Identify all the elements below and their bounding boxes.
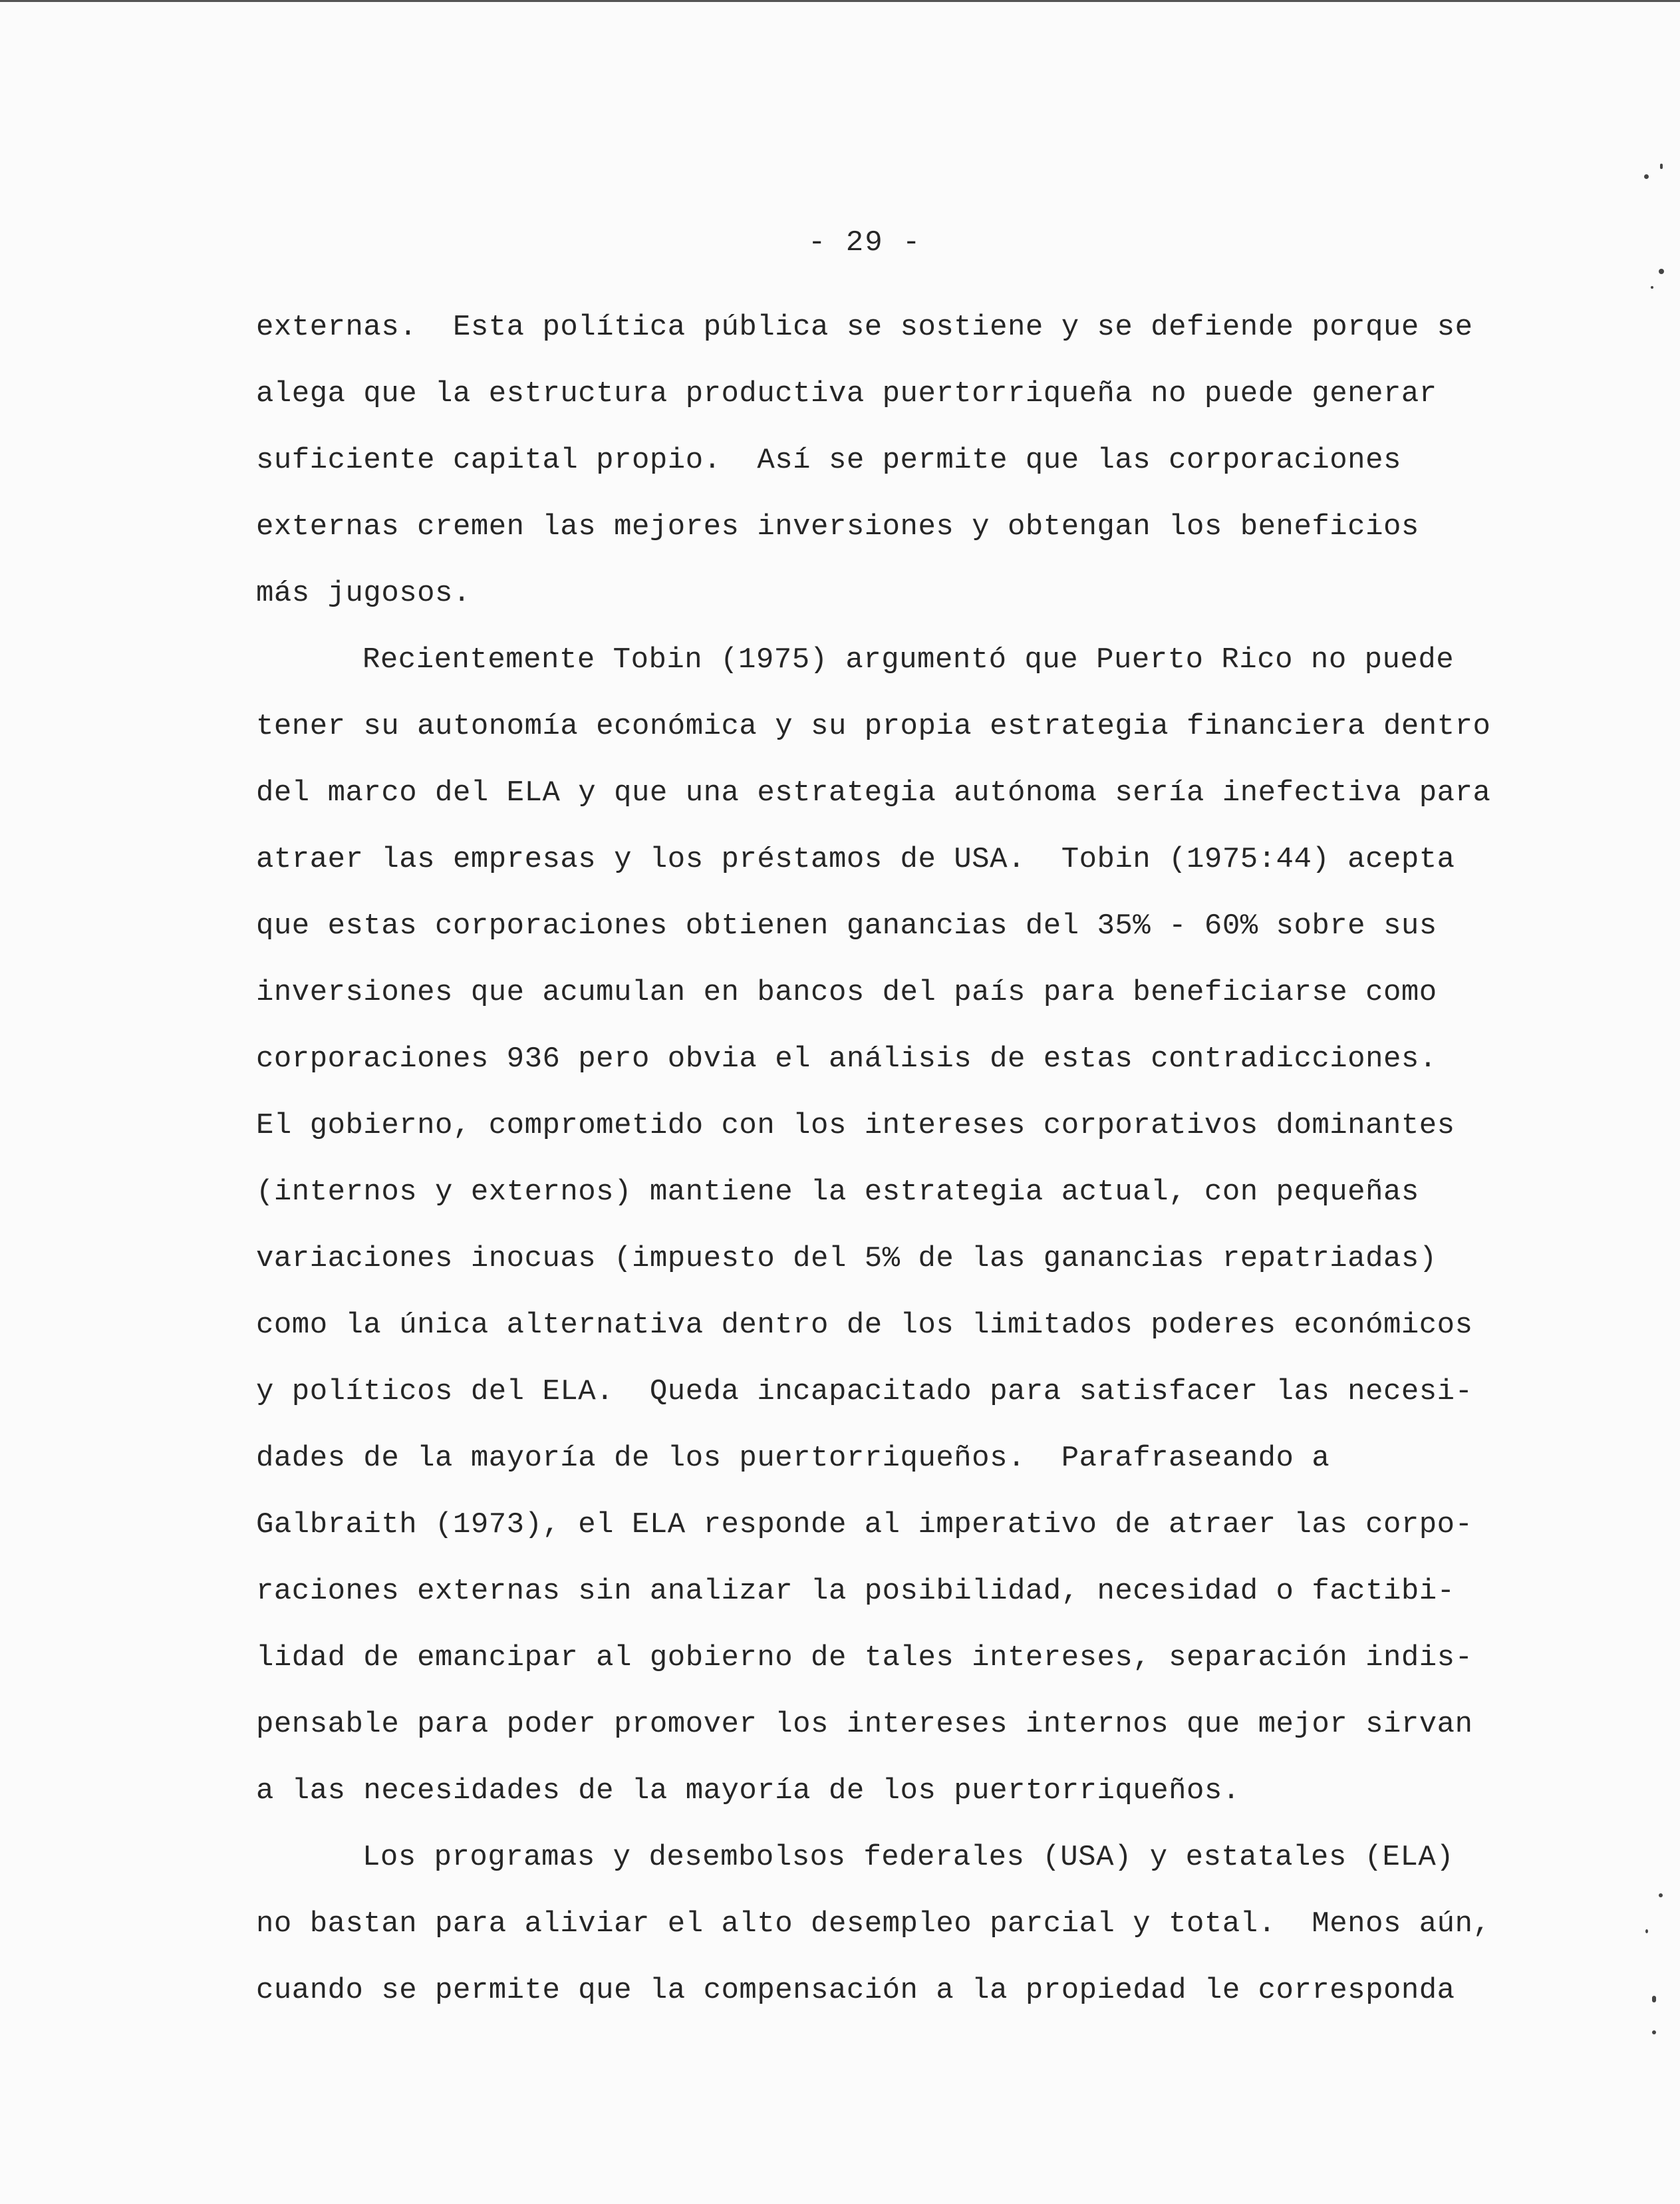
text-line: atraer las empresas y los préstamos de USA. Tobin (1975:44) acepta — [256, 843, 1455, 876]
text-line: dades de la mayoría de los puertorriqueños. Parafraseando a — [256, 1442, 1330, 1475]
body-text — [256, 294, 1520, 2024]
text-line: El gobierno, comprometido con los intereses corporativos dominantes — [256, 1109, 1455, 1142]
text-line: (internos y externos) mantiene la estrategia actual, con pequeñas — [256, 1176, 1419, 1209]
text-line: variaciones inocuas (impuesto del 5% de las ganancias repatriadas) — [256, 1242, 1437, 1275]
margin-speck — [1652, 2030, 1656, 2034]
text-line: lidad de emancipar al gobierno de tales intereses, separación indis- — [256, 1641, 1473, 1674]
text-line: tener su autonomía económica y su propia estrategia financiera dentro — [256, 710, 1491, 743]
text-line: externas. Esta política pública se sostiene y se defiende porque se — [256, 311, 1473, 344]
text-line: corporaciones 936 pero obvia el análisis de estas contradicciones. — [256, 1042, 1437, 1076]
paragraph-start-line: Los programas y desembolsos federales (USA) y estatales (ELA) — [362, 1841, 1455, 1874]
text-line: a las necesidades de la mayoría de los puertorriqueños. — [256, 1774, 1240, 1808]
text-line: no bastan para aliviar el alto desempleo parcial y total. Menos aún, — [256, 1907, 1491, 1941]
text-line: Galbraith (1973), el ELA responde al imperativo de atraer las corpo- — [256, 1508, 1473, 1541]
margin-speck — [1652, 1996, 1656, 2002]
text-line: alega que la estructura productiva puertorriqueña no puede generar — [256, 377, 1437, 410]
text-line: y políticos del ELA. Queda incapacitado para satisfacer las necesi- — [256, 1375, 1473, 1408]
margin-speck — [1659, 269, 1664, 274]
margin-speck — [1644, 174, 1649, 179]
text-line: raciones externas sin analizar la posibilidad, necesidad o factibi- — [256, 1575, 1455, 1608]
text-line: cuando se permite que la compensación a la propiedad le corresponda — [256, 1974, 1455, 2007]
text-line: pensable para poder promover los intereses internos que mejor sirvan — [256, 1708, 1473, 1741]
text-line: que estas corporaciones obtienen ganancias del 35% - 60% sobre sus — [256, 909, 1437, 943]
text-line: externas cremen las mejores inversiones y obtengan los beneficios — [256, 510, 1419, 544]
paragraph-start-line: Recientemente Tobin (1975) argumentó que Puerto Rico no puede — [362, 643, 1455, 677]
text-line: más jugosos. — [256, 577, 471, 610]
margin-speck — [1645, 1929, 1648, 1933]
text-line: inversiones que acumulan en bancos del país para beneficiarse como — [256, 976, 1437, 1009]
text-line: suficiente capital propio. Así se permite que las corporaciones — [256, 444, 1401, 477]
top-edge-rule — [0, 0, 1680, 2]
text-line: del marco del ELA y que una estrategia autónoma sería inefectiva para — [256, 776, 1491, 810]
margin-speck — [1660, 164, 1663, 169]
text-line: como la única alternativa dentro de los limitados poderes económicos — [256, 1309, 1473, 1342]
page-number: - 29 - — [808, 226, 922, 259]
margin-speck — [1659, 1893, 1663, 1897]
margin-speck — [1651, 286, 1653, 289]
